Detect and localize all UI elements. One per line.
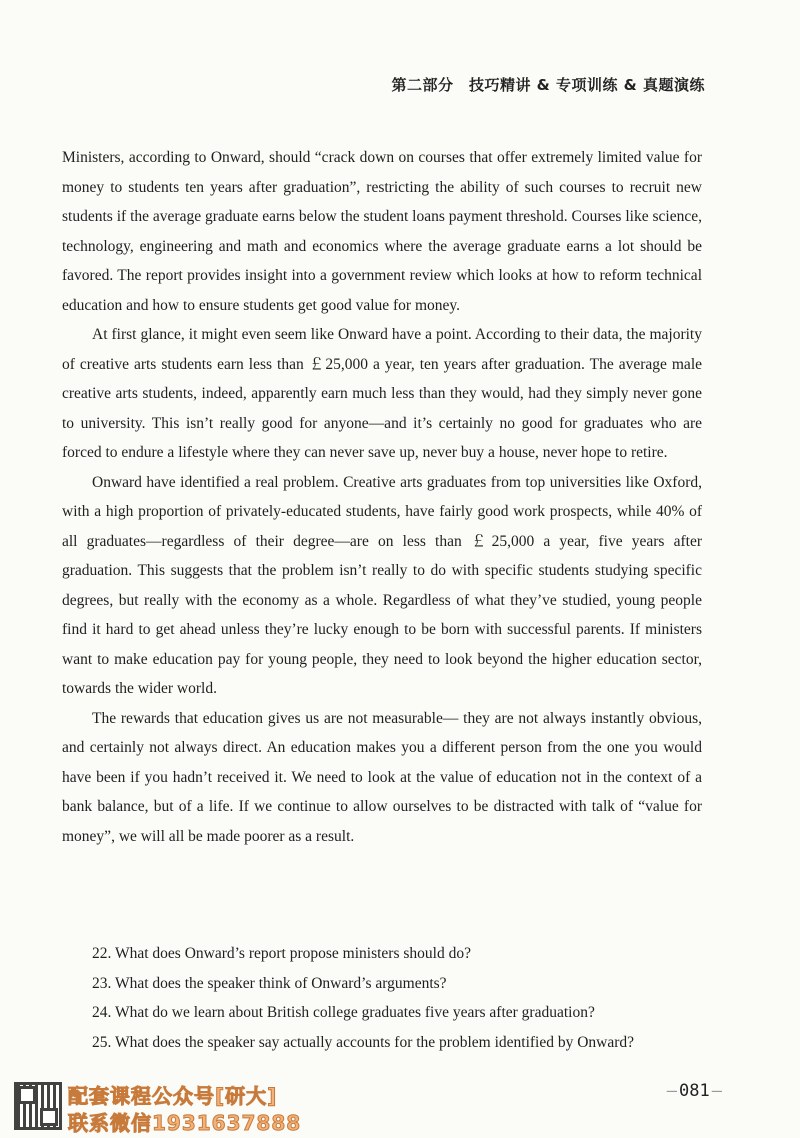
- section-header: 第二部分 技巧精讲 & 专项训练 & 真题演练: [391, 76, 705, 94]
- paragraph-3: Onward have identified a real problem. Creative arts graduates from top universities like Oxford, with a high proportion of privately-educated students, have fairly good work prospects, while 40% of all graduates—regardless of their degree—are on less than ￡25,000 a year, five years after graduation. This suggests that the problem isn’t really to do with specific students studying specific degrees, but really with the economy as a whole. Regardless of what they’ve studied, young people find it hard to get ahead unless they’re lucky enough to be born with successful parents. If ministers want to make education pay for young people, they need to look beyond the higher education sector, towards the wider world.: [62, 473, 702, 697]
- passage: [62, 143, 702, 851]
- watermark-line-1: 配套课程公众号[研大]: [68, 1084, 278, 1108]
- watermark: [14, 1080, 314, 1134]
- qr-code-icon: [14, 1082, 62, 1130]
- question-list: [92, 939, 712, 1057]
- question-24: 24. What do we learn about British college graduates five years after graduation?: [92, 1004, 595, 1021]
- question-22: 22. What does Onward’s report propose ministers should do?: [92, 945, 471, 962]
- paragraph-1: Ministers, according to Onward, should “crack down on courses that offer extremely limited value for money to students ten years after graduation”, restricting the ability of such courses to recruit new students if the average graduate earns below the student loans payment threshold. Courses like science, technology, engineering and math and economics where the average graduate earns a lot should be favored. The report provides insight into a government review which looks at how to reform technical education and how to ensure students get good value for money.: [62, 149, 702, 314]
- watermark-line-2: 联系微信1931637888: [68, 1111, 302, 1135]
- paragraph-4: The rewards that education gives us are not measurable— they are not always instantly obvious, and certainly not always direct. An education makes you a different person from the one you would have been if you hadn’t received it. We need to look at the value of education not in the context of a bank balance, but of a life. If we continue to allow ourselves to be distracted with talk of “value for money”, we will all be made poorer as a result.: [62, 709, 702, 845]
- page-number: — 081 —: [667, 1081, 722, 1101]
- question-23: 23. What does the speaker think of Onward’s arguments?: [92, 974, 447, 992]
- paragraph-2: At first glance, it might even seem like Onward have a point. According to their data, the majority of creative arts students earn less than ￡25,000 a year, ten years after graduation. The average male creative arts students, indeed, apparently earn much less than they would, had they simply never gone to university. This isn’t really good for anyone—and it’s certainly no good for graduates who are forced to endure a lifestyle where they can never save up, never buy a house, never hope to retire.: [62, 326, 702, 461]
- question-25: 25. What does the speaker say actually accounts for the problem identified by Onward?: [92, 1033, 635, 1051]
